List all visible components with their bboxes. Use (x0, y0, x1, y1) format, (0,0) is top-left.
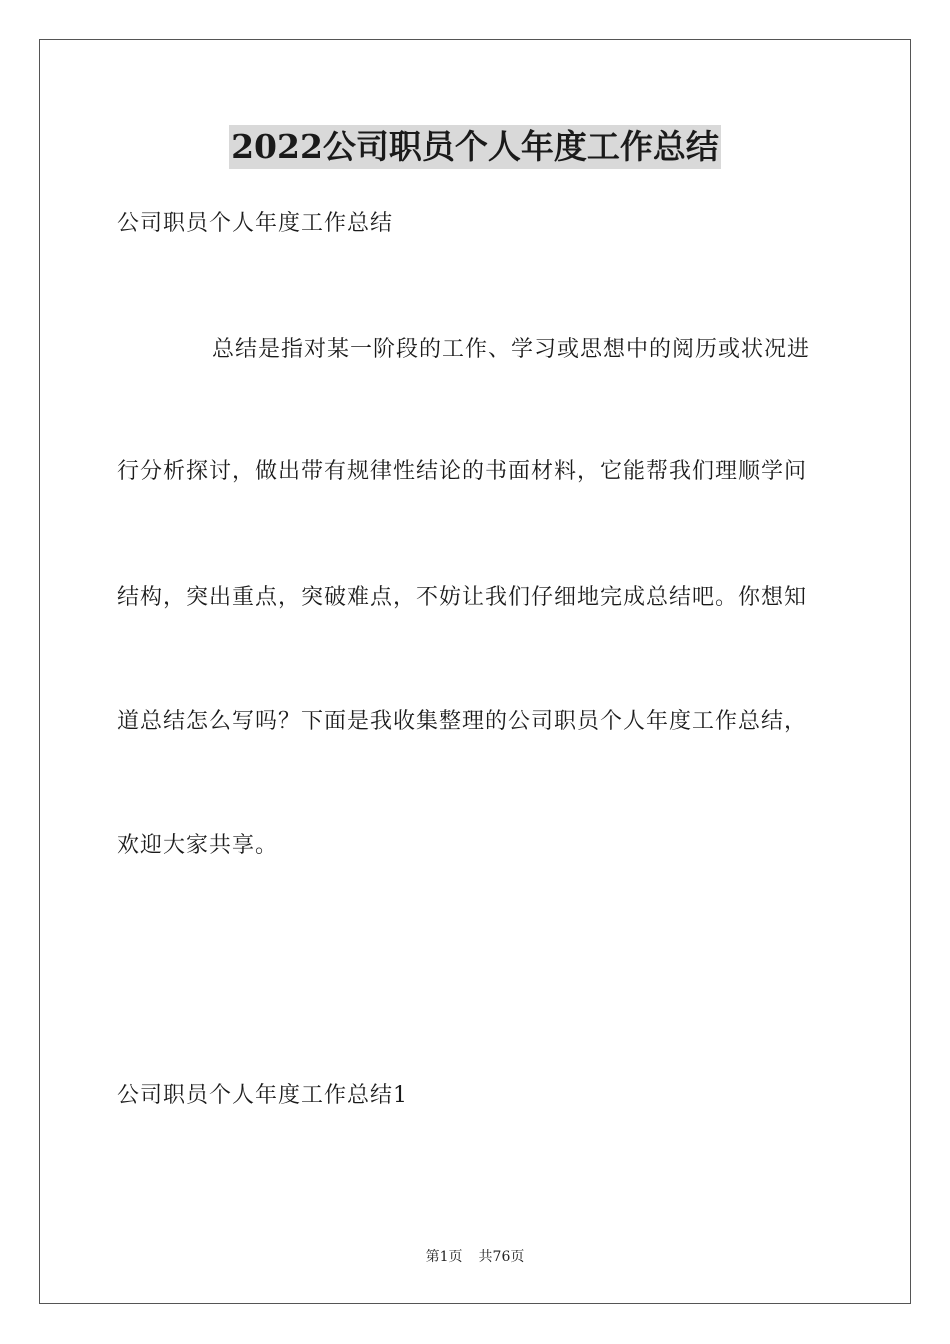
paragraph-line: 结构，突出重点，突破难点，不妨让我们仔细地完成总结吧。你想知 (117, 585, 808, 610)
paragraph-line: 道总结怎么写吗？下面是我收集整理的公司职员个人年度工作总结， (117, 709, 808, 734)
paragraph-line: 行分析探讨，做出带有规律性结论的书面材料，它能帮我们理顺学问 (117, 459, 808, 484)
paragraph-line: 欢迎大家共享。 (117, 833, 279, 858)
document-subtitle: 公司职员个人年度工作总结 (117, 211, 394, 236)
page-total: 共76页 (478, 1249, 525, 1265)
title-container (0, 125, 950, 169)
section-heading: 公司职员个人年度工作总结1 (117, 1083, 408, 1108)
document-title: 2022公司职员个人年度工作总结 (229, 125, 721, 169)
page-footer (0, 1248, 950, 1266)
paragraph-line: 总结是指对某一阶段的工作、学习或思想中的阅历或状况进 (212, 337, 811, 362)
page-number: 第1页 (425, 1249, 463, 1265)
